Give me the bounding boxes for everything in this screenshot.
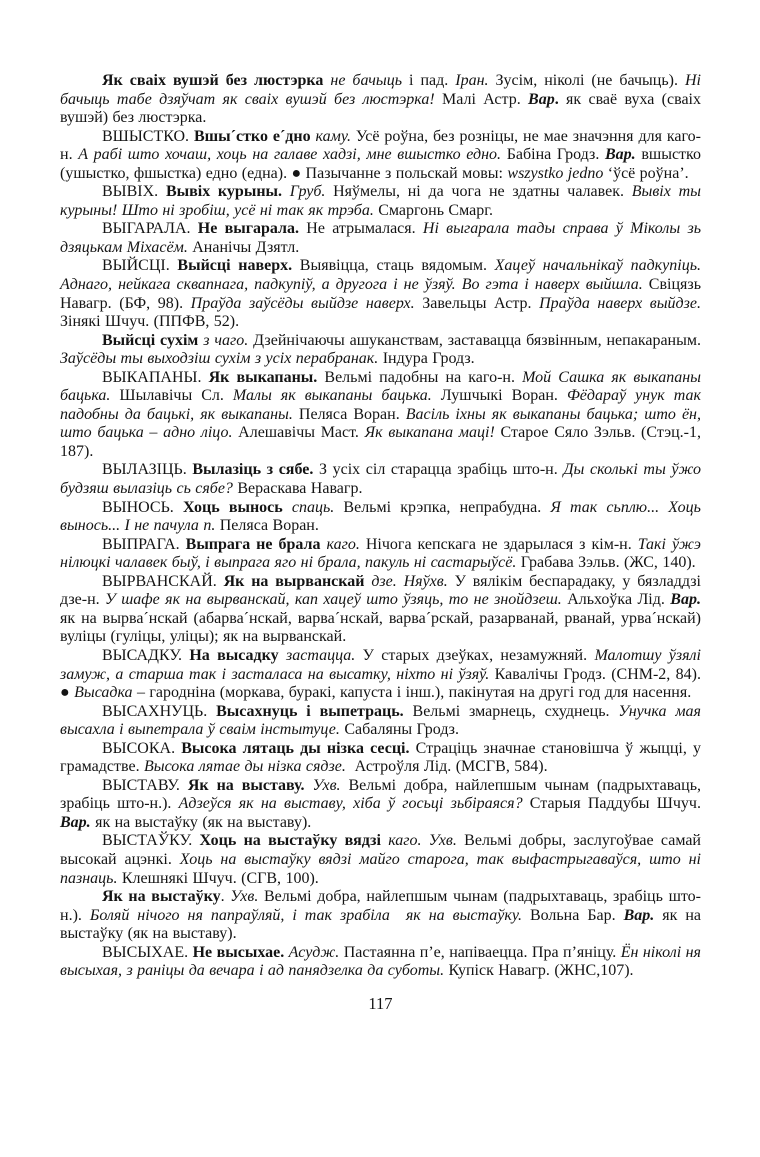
text-run: У вялікім беспарадаку, у бязладдзі дзе-н.	[60, 572, 706, 609]
text-run: Не атрымалася.	[306, 220, 423, 238]
text-run: Ухв.	[230, 888, 264, 906]
text-run: Выйсці наверх.	[177, 257, 300, 275]
text-run: Шылавічы Сл.	[119, 387, 233, 405]
text-run: вшыстко (ушыстко, фшыстка) едно (една). ● Пазычанне з польскай мовы:	[60, 146, 706, 182]
text-run: Як на выстаўку	[102, 888, 221, 906]
text-run: Вар.	[623, 906, 663, 924]
text-run: Заўсёды ты выходзіш сухім з усіх перабранак.	[60, 350, 383, 368]
text-run: Я так сьплю... Хоць вынось... І не пачула п.	[60, 498, 706, 535]
text-run: як на выстаўку (як на выставу).	[95, 813, 312, 831]
text-run: як на выстаўку (як на выставу).	[60, 906, 706, 943]
text-run: .	[554, 90, 567, 108]
text-run: ВЫКАПАНЫ.	[102, 368, 209, 386]
text-run: Такі ўжэ нілюцкі чалавек быў, і выпрага яго ні брала, пакуль ні састарыўсё.	[60, 535, 706, 572]
text-run: Вар.	[604, 146, 642, 164]
text-run: Як на вырванскай	[223, 572, 372, 590]
text-run: Хацеў начальнікаў падкупіць. Аднаго, нейкага сквапнага, падкупіў, а другога і не ўзяў. Во гэта і наверх выйшла.	[60, 257, 706, 294]
text-run: Хоць на выстаўку вядзі майго старога, так выфастрыгаваўся, што ні пазнаць.	[60, 850, 706, 887]
text-run: ВЫСЫХАЕ.	[102, 943, 193, 961]
text-run: Ухв.	[312, 776, 349, 794]
text-run: У шафе як на вырванскай, кап хацеў што ўзяць, то не знойдзеш.	[105, 591, 568, 609]
text-run: На высадку	[189, 646, 286, 664]
text-run: Дзейнічаючы ашуканствам, заставацца бязвінным, непакараным.	[253, 331, 706, 349]
text-run: Як на выставу.	[187, 776, 313, 794]
entry-paragraph	[60, 72, 706, 128]
text-run: спаць.	[291, 498, 344, 516]
text-run: Пастаянна п’е, напіваецца. Пра п’яніцу.	[343, 943, 621, 961]
text-run: Хоць на выстаўку вядзі	[199, 832, 389, 850]
text-run: Не выгарала.	[197, 220, 307, 238]
text-run: Мой Сашка як выкапаны бацька.	[60, 368, 706, 405]
text-run: Ананічы Дзятл.	[192, 238, 300, 256]
text-run: ВЫПРАГА.	[102, 535, 186, 553]
text-run: каго. Ухв.	[388, 832, 465, 850]
text-run: – гародніна (моркава, буракі, капуста і інш.), пакінутая на другі год для насення.	[136, 684, 692, 702]
text-run: Як выкапаны.	[208, 368, 325, 386]
text-run: Ні бачыць табе дзяўчат як сваіх вушэй без люстэрка!	[60, 72, 706, 108]
entry-paragraph	[60, 572, 706, 647]
text-run: Ды сколькі ты ўжо будзяш вылазіць сь сябе?	[60, 461, 706, 498]
text-run: Кавалічы Гродз. (СНМ-2, 84). ●	[60, 665, 706, 702]
entry-paragraph	[60, 368, 706, 462]
entry-paragraph	[60, 461, 706, 498]
text-run: Вшы´стко е´дно	[193, 127, 316, 145]
text-run: Вельмі добра, найлепшым чынам (падрыхтаваць, зрабіць што-н.).	[60, 888, 701, 924]
text-run: як на вырва´нскай (абарва´нскай, варва´нскай, варва´рскай, разарванай, рванай, урва´нскай) вуліцы (гуліцы, уліцы); як на вырванскай.	[60, 609, 706, 646]
text-run: Алешавічы Маст.	[238, 424, 365, 442]
text-run: ВШЫСТКО.	[102, 127, 194, 145]
entries-container	[60, 72, 706, 981]
text-run: ВЫСАХНУЦЬ.	[102, 702, 217, 720]
entry-paragraph	[60, 776, 706, 833]
text-run: ВЫСТАВУ.	[102, 776, 188, 794]
text-run: Вар	[528, 90, 555, 108]
text-run: Пеляса Воран.	[219, 517, 319, 535]
text-run: Адзеўся як на выставу, хіба ў госьці зьбіраяся?	[178, 795, 530, 813]
entry-paragraph	[60, 183, 706, 220]
text-run: Высадка	[74, 684, 137, 702]
text-run: ВЫСОКА.	[102, 739, 182, 757]
entry-paragraph	[60, 498, 706, 536]
entry-paragraph	[60, 331, 706, 369]
text-run: Старыя Паддубы Шчуч.	[529, 795, 706, 813]
text-run: wszystko jedno	[507, 164, 608, 182]
text-run: застацца.	[285, 646, 363, 664]
text-run: ‘ўсё роўна’.	[607, 164, 689, 182]
entry-paragraph	[60, 646, 706, 703]
text-run: Зусім, ніколі (не бачыць).	[495, 72, 685, 89]
text-run: Хоць вынось	[182, 498, 292, 516]
text-run: Не высыхае.	[192, 943, 289, 961]
text-run: Няўмелы, ні да чога не здатны чалавек.	[333, 183, 632, 201]
text-run: Малотшу ўзялі замуж, а старша так і засталаса на высатку, ніхто ні ўзяў.	[60, 646, 706, 683]
text-run: Вельмі падобны на каго-н.	[324, 368, 523, 386]
text-run: Высока лятаць ды нізка сесці.	[181, 739, 416, 757]
text-run: каму.	[315, 127, 356, 145]
text-run: Лушчыкі Воран.	[440, 387, 567, 405]
text-run: Фёдараў унук так падобны да бацькі, як выкапаны.	[60, 387, 706, 423]
entry-paragraph	[60, 257, 706, 331]
text-run: ВЫЛАЗІЦЬ.	[102, 461, 193, 479]
text-run: з чаго.	[203, 331, 254, 349]
text-run: Вар.	[670, 591, 706, 609]
text-run: Асудж.	[288, 943, 344, 961]
text-run: Малі Астр.	[442, 90, 529, 108]
text-run: А рабі што хочаш, хоць на галаве хадзі, мне вшыстко едно.	[78, 146, 507, 164]
text-run: ВЫСТАЎКУ.	[102, 832, 200, 850]
text-run: Васіль іхны як выкапаны бацька; што ён, што бацька – адно ліцо.	[60, 405, 706, 442]
text-run: не бачыць	[330, 72, 409, 89]
text-run: каго.	[326, 535, 366, 553]
text-run: Сабаляны Гродз.	[344, 721, 459, 739]
text-run: Зінякі Шчуч. (ППФВ, 52).	[60, 313, 240, 331]
text-run: Грабава Зэльв. (ЖС, 140).	[520, 554, 696, 572]
text-run: Смаргонь Смарг.	[378, 201, 493, 219]
entry-paragraph	[60, 739, 706, 777]
text-run: Малы як выкапаны бацька.	[232, 387, 441, 405]
text-run: ВЫСАДКУ.	[102, 646, 190, 664]
entry-paragraph	[60, 888, 706, 944]
text-run: Вельмі змарнець, схуднець.	[412, 702, 619, 720]
text-run: Як сваіх вушэй без люстэрка	[102, 72, 331, 89]
text-run: Вывіх курыны.	[165, 183, 290, 201]
text-run: Вельмі добра, найлепшым чынам (падрыхтаваць, зрабіць што-н.).	[60, 776, 706, 813]
text-run: Страціць значнае становішча ў жыцці, у грамадстве.	[60, 739, 706, 776]
entry-paragraph	[60, 832, 706, 888]
entry-paragraph	[60, 127, 706, 184]
text-run: Свіцязь Навагр. (БФ, 98).	[60, 276, 706, 312]
text-run: Груб.	[289, 183, 334, 201]
text-run: Вельмі добры, заслугоўвае самай высокай ацэнкі.	[60, 832, 706, 868]
text-run: і пад.	[409, 72, 456, 89]
text-run: Боляй нічого ня папраўляй, і так зрабіла як на выстаўку.	[89, 906, 530, 924]
text-run: ВЫЙСЦІ.	[102, 257, 178, 275]
text-run: Нічога кепскага не здарылася з кім-н.	[365, 535, 638, 553]
text-run: Вераскава Навагр.	[237, 480, 363, 498]
text-run: Вар.	[60, 813, 96, 831]
text-run: Купіск Навагр. (ЖНС,107).	[448, 962, 634, 980]
text-run: Ні выгарала тады справа ў Міколы зь дзяцькам Міхасём.	[60, 220, 706, 256]
text-run: Праўда наверх выйдзе.	[539, 294, 706, 312]
text-run: Вылазіць з сябе.	[192, 461, 319, 479]
text-run: Высахнуць і выпетраць.	[216, 702, 413, 720]
text-run: Ён ніколі ня высыхая, з раніцы да вечара і ад панядзелка да суботы.	[60, 943, 706, 980]
text-run: Клешнякі Шчуч. (СГВ, 100).	[121, 869, 319, 887]
text-run: Вывіх ты курыны! Што ні зробіш, усё ні так як трэба.	[60, 183, 706, 219]
text-run: У старых дзеўках, незамужняй.	[362, 646, 595, 664]
text-run: Высока лятае ды нізка сядзе.	[143, 758, 351, 776]
text-run: Выпрага не брала	[185, 535, 327, 553]
text-run: Пеляса Воран.	[298, 405, 406, 423]
entry-paragraph	[60, 943, 706, 981]
entry-paragraph	[60, 220, 706, 257]
text-run: Усё роўна, без розніцы, не мае значэння для каго-н.	[60, 127, 701, 164]
text-run: Выявіцца, стаць вядомым.	[299, 257, 495, 275]
page-number: 117	[368, 993, 393, 1013]
text-run: дзе. Няўхв.	[371, 572, 455, 590]
text-run: Вольна Бар.	[529, 906, 624, 924]
text-run: ВЫВІХ.	[102, 183, 166, 201]
text-run: Вельмі крэпка, непрабудна.	[343, 498, 551, 516]
text-run: ВЫРВАНСКАЙ.	[102, 572, 224, 590]
text-run: Завельцы Астр.	[422, 294, 540, 312]
text-run: Альхоўка Лід.	[567, 591, 671, 609]
text-run: Як выкапана маці!	[364, 424, 501, 442]
text-run: ВЫНОСЬ.	[102, 498, 183, 516]
text-run: Праўда заўсёды выйдзе наверх.	[190, 294, 423, 312]
text-run: Астроўля Лід. (МСГВ, 584).	[350, 758, 548, 776]
text-run: Старое Сяло Зэльв. (Стэц.-1, 187).	[60, 424, 706, 460]
text-run: Выйсці сухім	[102, 331, 204, 349]
text-run: Унучка мая высахла і выпетрала ў сваім інстытуце.	[60, 702, 706, 739]
text-run: .	[220, 888, 231, 906]
entry-paragraph	[60, 535, 706, 573]
text-run: як сваё вуха (сваіх вушэй) без люстэрка.	[60, 90, 706, 127]
text-run: Індура Гродз.	[382, 350, 475, 368]
text-run: Іран.	[455, 72, 496, 89]
text-run: З усіх сіл старацца зрабіць што-н.	[318, 461, 564, 479]
text-run: Бабіна Гродз.	[506, 146, 605, 164]
entry-paragraph	[60, 702, 706, 740]
text-run: ВЫГАРАЛА.	[102, 220, 198, 238]
